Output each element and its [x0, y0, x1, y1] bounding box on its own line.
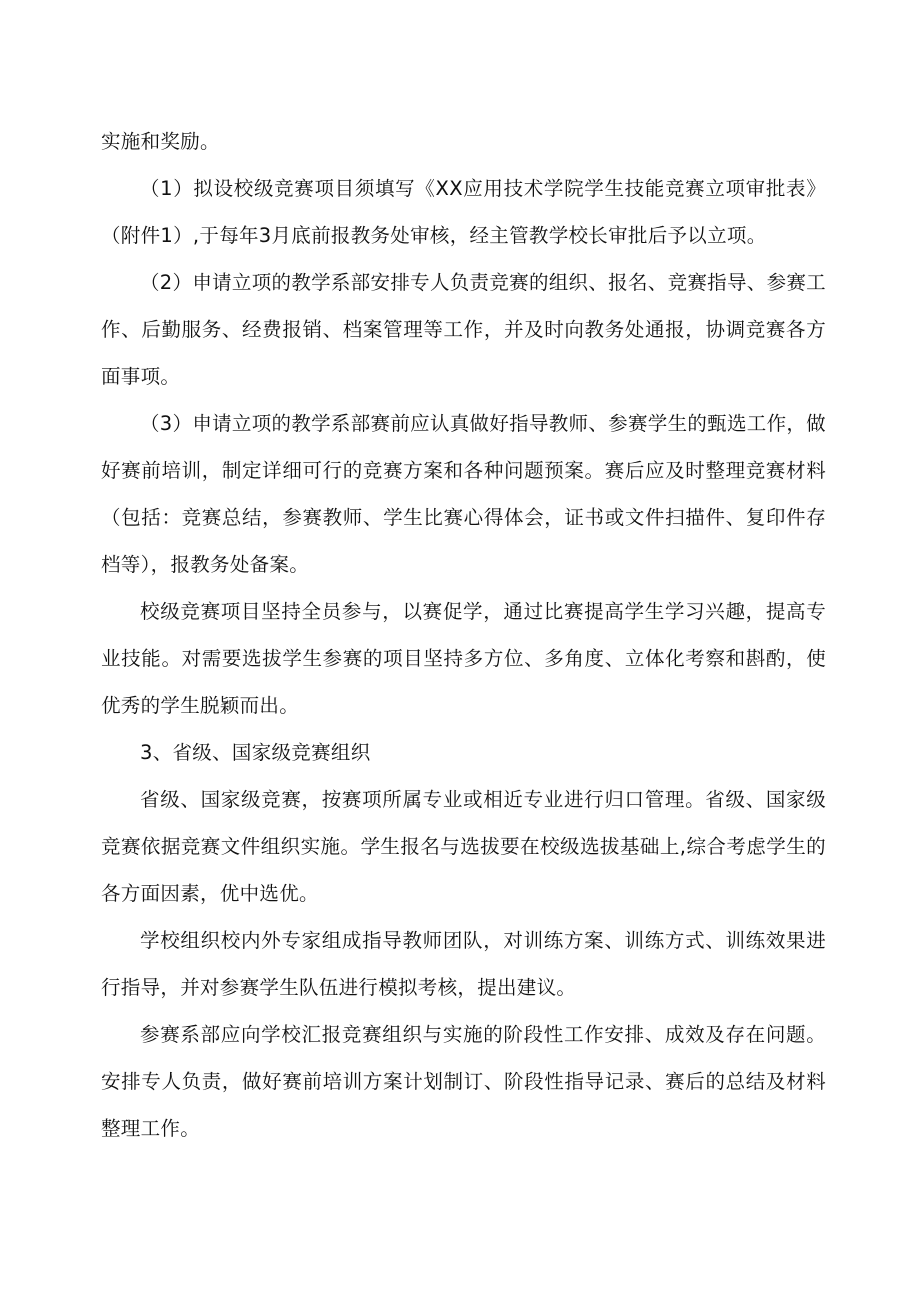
paragraph-provincial-national: 省级、国家级竞赛，按赛项所属专业或相近专业进行归口管理。省级、国家级竞赛依据竞赛文件组织实施。学生报名与选拔要在校级选拔基础上,综合考虑学生的各方面因素，优中选优。: [101, 788, 826, 905]
paragraph-department-report: 参赛系部应向学校汇报竞赛组织与实施的阶段性工作安排、成效及存在问题。安排专人负责，做好赛前培训方案计划制订、阶段性指导记录、赛后的总结及材料整理工作。: [101, 1023, 826, 1140]
document-body: [101, 118, 826, 1152]
paragraph-item-1: （1）拟设校级竞赛项目须填写《XX应用技术学院学生技能竞赛立项审批表》（附件1）,于每年3月底前报教务处审核，经主管教学校长审批后予以立项。: [101, 177, 826, 247]
paragraph-item-3: （3）申请立项的教学系部赛前应认真做好指导教师、参赛学生的甄选工作，做好赛前培训，制定详细可行的竞赛方案和各种问题预案。赛后应及时整理竞赛材料（包括：竞赛总结，参赛教师、学生比赛心得体会，证书或文件扫描件、复印件存档等），报教务处备案。: [101, 412, 826, 576]
paragraph-continuation: 实施和奖励。: [101, 130, 220, 153]
section-heading: 3、省级、国家级竞赛组织: [140, 741, 371, 764]
paragraph-item-2: （2）申请立项的教学系部安排专人负责竞赛的组织、报名、竞赛指导、参赛工作、后勤服务、经费报销、档案管理等工作，并及时向教务处通报，协调竞赛各方面事项。: [101, 271, 826, 388]
paragraph-expert-team: 学校组织校内外专家组成指导教师团队，对训练方案、训练方式、训练效果进行指导，并对参赛学生队伍进行模拟考核，提出建议。: [101, 929, 826, 999]
paragraph-school-level: 校级竞赛项目坚持全员参与，以赛促学，通过比赛提高学生学习兴趣，提高专业技能。对需要选拔学生参赛的项目坚持多方位、多角度、立体化考察和斟酌，使优秀的学生脱颖而出。: [101, 600, 826, 717]
